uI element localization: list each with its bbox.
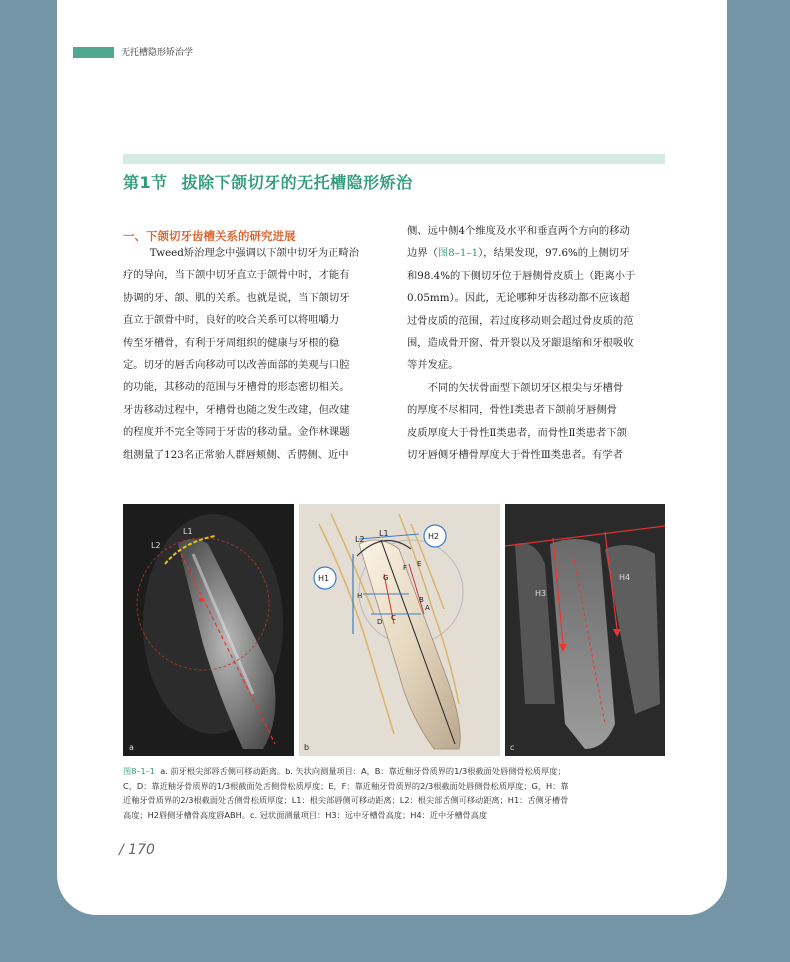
- panel-a-letter: a: [129, 743, 134, 752]
- panel-b-label: B: [419, 596, 424, 604]
- panel-b-label: F: [403, 564, 408, 572]
- panel-a-label-l2: L2: [151, 541, 161, 550]
- text-line: 组测量了123名正常骀人群唇颊侧、舌腭侧、近中: [123, 448, 349, 461]
- section-title-text: 拔除下颌切牙的无托槽隐形矫治: [181, 173, 413, 192]
- text-line: 皮质厚度大于骨性Ⅱ类患者，而骨性Ⅱ类患者下颌: [407, 426, 627, 439]
- figure-reference-link[interactable]: 图8–1–1: [437, 247, 479, 260]
- panel-c-label-h3: H3: [535, 589, 547, 598]
- section-band: [123, 154, 665, 164]
- text-line: 过骨皮质的范围，若过度移动则会超过骨皮质的范: [407, 314, 634, 327]
- panel-b-label: L2: [355, 535, 365, 544]
- text-line: 定。切牙的唇舌向移动可以改善面部的美观与口腔: [123, 359, 350, 372]
- text-line: 等并发症。: [407, 359, 459, 372]
- text-line: 0.05mm）。因此，无论哪种牙齿移动都不应该超: [407, 292, 630, 305]
- text-line: 直立于颌骨中时，良好的咬合关系可以将咀嚼力: [123, 314, 340, 327]
- running-title: 无托槽隐形矫治学: [121, 48, 194, 58]
- page-number: / 170: [119, 842, 155, 858]
- caption-line: 近釉牙骨质界的2/3根截面处舌侧骨松质厚度；L1：根尖部唇侧可移动距离；L2：根尖部舌侧可移动距离；H1：舌侧牙槽骨: [123, 795, 569, 806]
- text-span: 边界（: [407, 247, 438, 260]
- figure-panel-b: [299, 504, 500, 756]
- text-line: Tweed矫治理念中强调以下颌中切牙为正畸治: [149, 247, 359, 259]
- body-column-right: [407, 220, 667, 466]
- panel-a-label-l1: L1: [183, 527, 193, 536]
- text-line: 传至牙槽骨，有利于牙周组织的健康与牙根的稳: [123, 336, 340, 349]
- text-line: 不同的矢状骨面型下颌切牙区根尖与牙槽骨: [407, 381, 624, 394]
- text-line: 切牙唇侧牙槽骨厚度大于骨性Ⅲ类患者。有学者: [407, 449, 623, 462]
- panel-c-label-h4: H4: [619, 573, 631, 582]
- section-title: [123, 170, 413, 193]
- subsection-title: 一、下颌切牙齿槽关系的研究进展: [123, 229, 296, 243]
- panel-b-label: A: [425, 604, 430, 612]
- figure-caption: [123, 764, 668, 822]
- caption-line: [123, 764, 668, 779]
- text-line: 围，造成骨开窗、骨开裂以及牙龈退缩和牙根吸收: [407, 337, 634, 350]
- text-line: 侧、远中侧4个维度及水平和垂直两个方向的移动: [407, 225, 630, 237]
- figure-panel-a: [123, 504, 294, 756]
- caption-figure-number: 图8–1–1: [123, 766, 156, 776]
- caption-line: 高度；H2唇侧牙槽骨高度唇ABH。c. 冠状面测量项目：H3：远中牙槽骨高度；H4：近中牙槽骨高度: [123, 809, 488, 820]
- panel-b-letter: b: [304, 743, 310, 752]
- book-page: [57, 0, 727, 915]
- text-line: 协调的牙、颌、肌的关系。也就是说，当下颌切牙: [123, 291, 350, 304]
- text-span: ），结果发现，97.6%的上侧切牙: [478, 247, 630, 260]
- text-line: 的功能，其移动的范围与牙槽骨的形态密切相关。: [123, 381, 350, 394]
- panel-b-label: H1: [318, 574, 330, 583]
- text-line: 和98.4%的下侧切牙位于唇侧骨皮质上（距离小于: [407, 269, 636, 282]
- header-color-bar: [73, 47, 114, 58]
- text-line: 的厚度不尽相同，骨性Ⅰ类患者下颌前牙唇侧骨: [407, 404, 618, 417]
- text-line: 牙齿移动过程中，牙槽骨也随之发生改建，但改建: [123, 403, 350, 416]
- page-number-value: 170: [128, 842, 155, 858]
- body-column-left: [123, 242, 385, 466]
- text-line: [407, 242, 667, 264]
- panel-b-label: D: [377, 618, 383, 626]
- text-line: 疗的导向，当下颌中切牙直立于颌骨中时，才能有: [123, 269, 350, 282]
- panel-c-letter: c: [510, 743, 515, 752]
- panel-b-label: L1: [379, 529, 389, 538]
- text-line: 的程度并不完全等同于牙齿的移动量。金作林课题: [123, 426, 350, 439]
- caption-line: C，D：靠近釉牙骨质界的1/3根截面处舌侧骨松质厚度；E，F：靠近釉牙骨质界的2/3根截面处唇侧骨松质厚度；G，H：靠: [123, 780, 569, 791]
- caption-text: a. 前牙根尖部唇舌侧可移动距离。b. 矢状向测量项目：A，B：靠近釉牙骨质界的1/3根截面处唇侧骨松质厚度；: [160, 766, 566, 776]
- panel-b-label: H: [357, 592, 363, 600]
- figure-panel-c: [505, 504, 665, 756]
- section-number: 第1节: [123, 173, 168, 192]
- panel-b-label: H2: [428, 532, 440, 541]
- panel-b-label: C: [391, 614, 396, 622]
- panel-b-label: G: [383, 574, 389, 582]
- panel-b-label: E: [417, 560, 422, 568]
